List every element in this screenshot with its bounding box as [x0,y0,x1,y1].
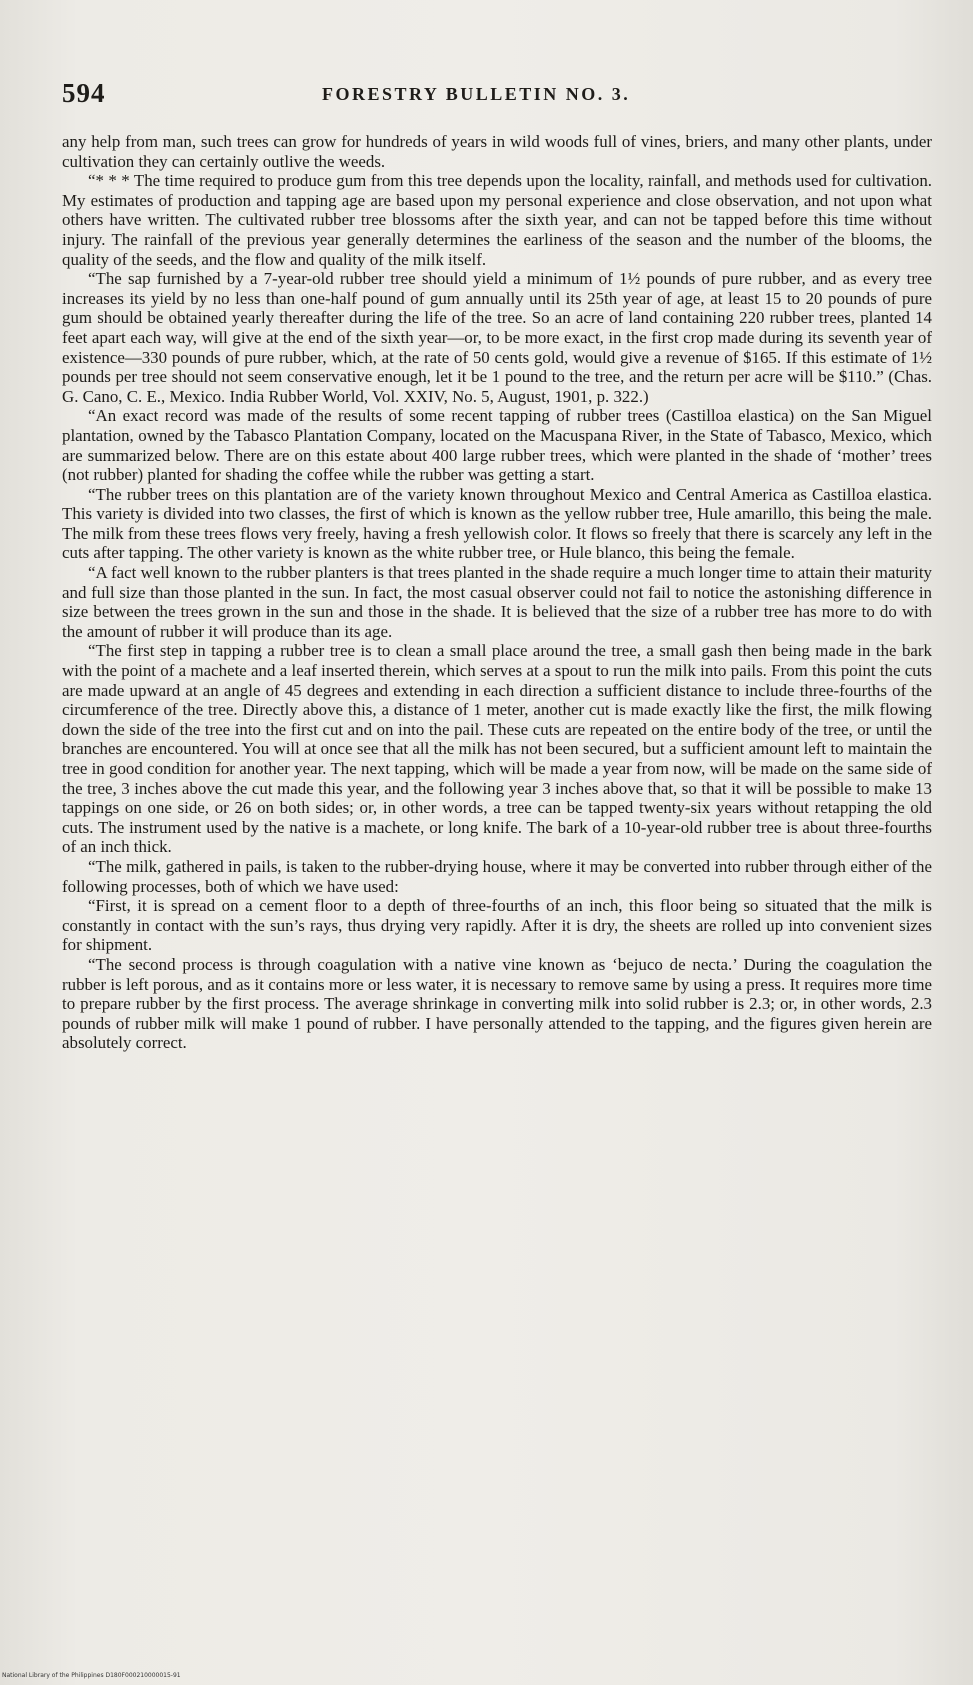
paragraph-6: “A fact well known to the rubber planters is that trees planted in the shade require a much longer time to attain their maturity and full size than those planted in the sun. In fact, the most casual observer could not fail to notice the astonishing difference in size between the trees grown in the sun and those in the shade. It is believed that the size of a rubber tree has more to do with the amount of rubber it will produce than its age. [62,563,932,641]
paragraph-1: any help from man, such trees can grow for hundreds of years in wild woods full of vines, briers, and many other plants, under cultivation they can certainly outlive the weeds. [62,132,932,171]
paragraph-7: “The first step in tapping a rubber tree is to clean a small place around the tree, a small gash then being made in the bark with the point of a machete and a leaf inserted therein, which serves at a spout to run the milk into pails. From this point the cuts are made upward at an angle of 45 degrees and extending in each direction a sufficient distance to include three-fourths of the circumference of the tree. Directly above this, a distance of 1 meter, another cut is made exactly like the first, the milk flowing down the side of the tree into the first cut and on into the pail. These cuts are repeated on the entire body of the tree, or until the branches are encountered. You will at once see that all the milk has not been secured, but a sufficient amount left to maintain the tree in good condition for another year. The next tapping, which will be made a year from now, will be made on the same side of the tree, 3 inches above the cut made this year, and the following year 3 inches above that, so that it will be possible to make 13 tappings on one side, or 26 on both sides; or, in other words, a tree can be tapped twenty-six years without retapping the old cuts. The instrument used by the native is a machete, or long knife. The bark of a 10-year-old rubber tree is about three-fourths of an inch thick. [62,641,932,857]
scan-footer-note: National Library of the Philippines D180F000210000015-91 [2,1672,181,1679]
paragraph-5: “The rubber trees on this plantation are of the variety known throughout Mexico and Central America as Castilloa elastica. This variety is divided into two classes, the first of which is known as the yellow rubber tree, Hule amarillo, this being the male. The milk from these trees flows very freely, having a fresh yellowish color. It flows so freely that there is scarcely any left in the cuts after tapping. The other variety is known as the white rubber tree, or Hule blanco, this being the female. [62,484,932,563]
page-header [62,78,932,112]
paragraph-9: “First, it is spread on a cement floor to a depth of three-fourths of an inch, this floor being so situated that the milk is constantly in contact with the sun’s rays, thus drying very rapidly. After it is dry, the sheets are rolled up into convenient sizes for shipment. [62,896,932,955]
body-text [62,132,932,1053]
page-number: 594 [62,78,106,108]
running-head: FORESTRY BULLETIN NO. 3. [322,84,631,104]
paragraph-10: “The second process is through coagulation with a native vine known as ‘bejuco de necta.’ During the coagulation the rubber is left porous, and as it contains more or less water, it is necessary to remove same by using a press. It requires more time to prepare rubber by the first process. The average shrinkage in converting milk into solid rubber is 2.3; or, in other words, 2.3 pounds of rubber milk will make 1 pound of rubber. I have personally attended to the tapping, and the figures given herein are absolutely correct. [62,954,932,1053]
paragraph-8: “The milk, gathered in pails, is taken to the rubber-drying house, where it may be converted into rubber through either of the following processes, both of which we have used: [62,856,932,896]
paragraph-3: “The sap furnished by a 7-year-old rubber tree should yield a minimum of 1½ pounds of pure rubber, and as every tree increases its yield by no less than one-half pound of gum annually until its 25th year of age, at least 15 to 20 pounds of pure gum should be obtained yearly thereafter during the life of the tree. So an acre of land containing 220 rubber trees, planted 14 feet apart each way, will give at the end of the sixth year—or, to be more exact, in the first crop made during its seventh year of existence—330 pounds of pure rubber, which, at the rate of 50 cents gold, would give a revenue of $165. If this estimate of 1½ pounds per tree should not seem conservative enough, let it be 1 pound to the tree, and the return per acre will be $110.” (Chas. G. Cano, C. E., Mexico. India Rubber World, Vol. XXIV, No. 5, August, 1901, p. 322.) [62,269,932,406]
paragraph-2: “* * * The time required to produce gum from this tree depends upon the locality, rainfall, and methods used for cultivation. My estimates of production and tapping age are based upon my personal experience and close observation, and not upon what others have written. The cultivated rubber tree blossoms after the sixth year, and can not be tapped before this time without injury. The rainfall of the previous year generally determines the earliness of the season and the number of the blooms, the quality of the seeds, and the flow and quality of the milk itself. [62,171,932,269]
paragraph-4: “An exact record was made of the results of some recent tapping of rubber trees (Castilloa elastica) on the San Miguel plantation, owned by the Tabasco Plantation Company, located on the Macuspana River, in the State of Tabasco, Mexico, which are summarized below. There are on this estate about 400 large rubber trees, which were planted in the shade of ‘mother’ trees (not rubber) planted for shading the coffee while the rubber was getting a start. [62,406,932,485]
